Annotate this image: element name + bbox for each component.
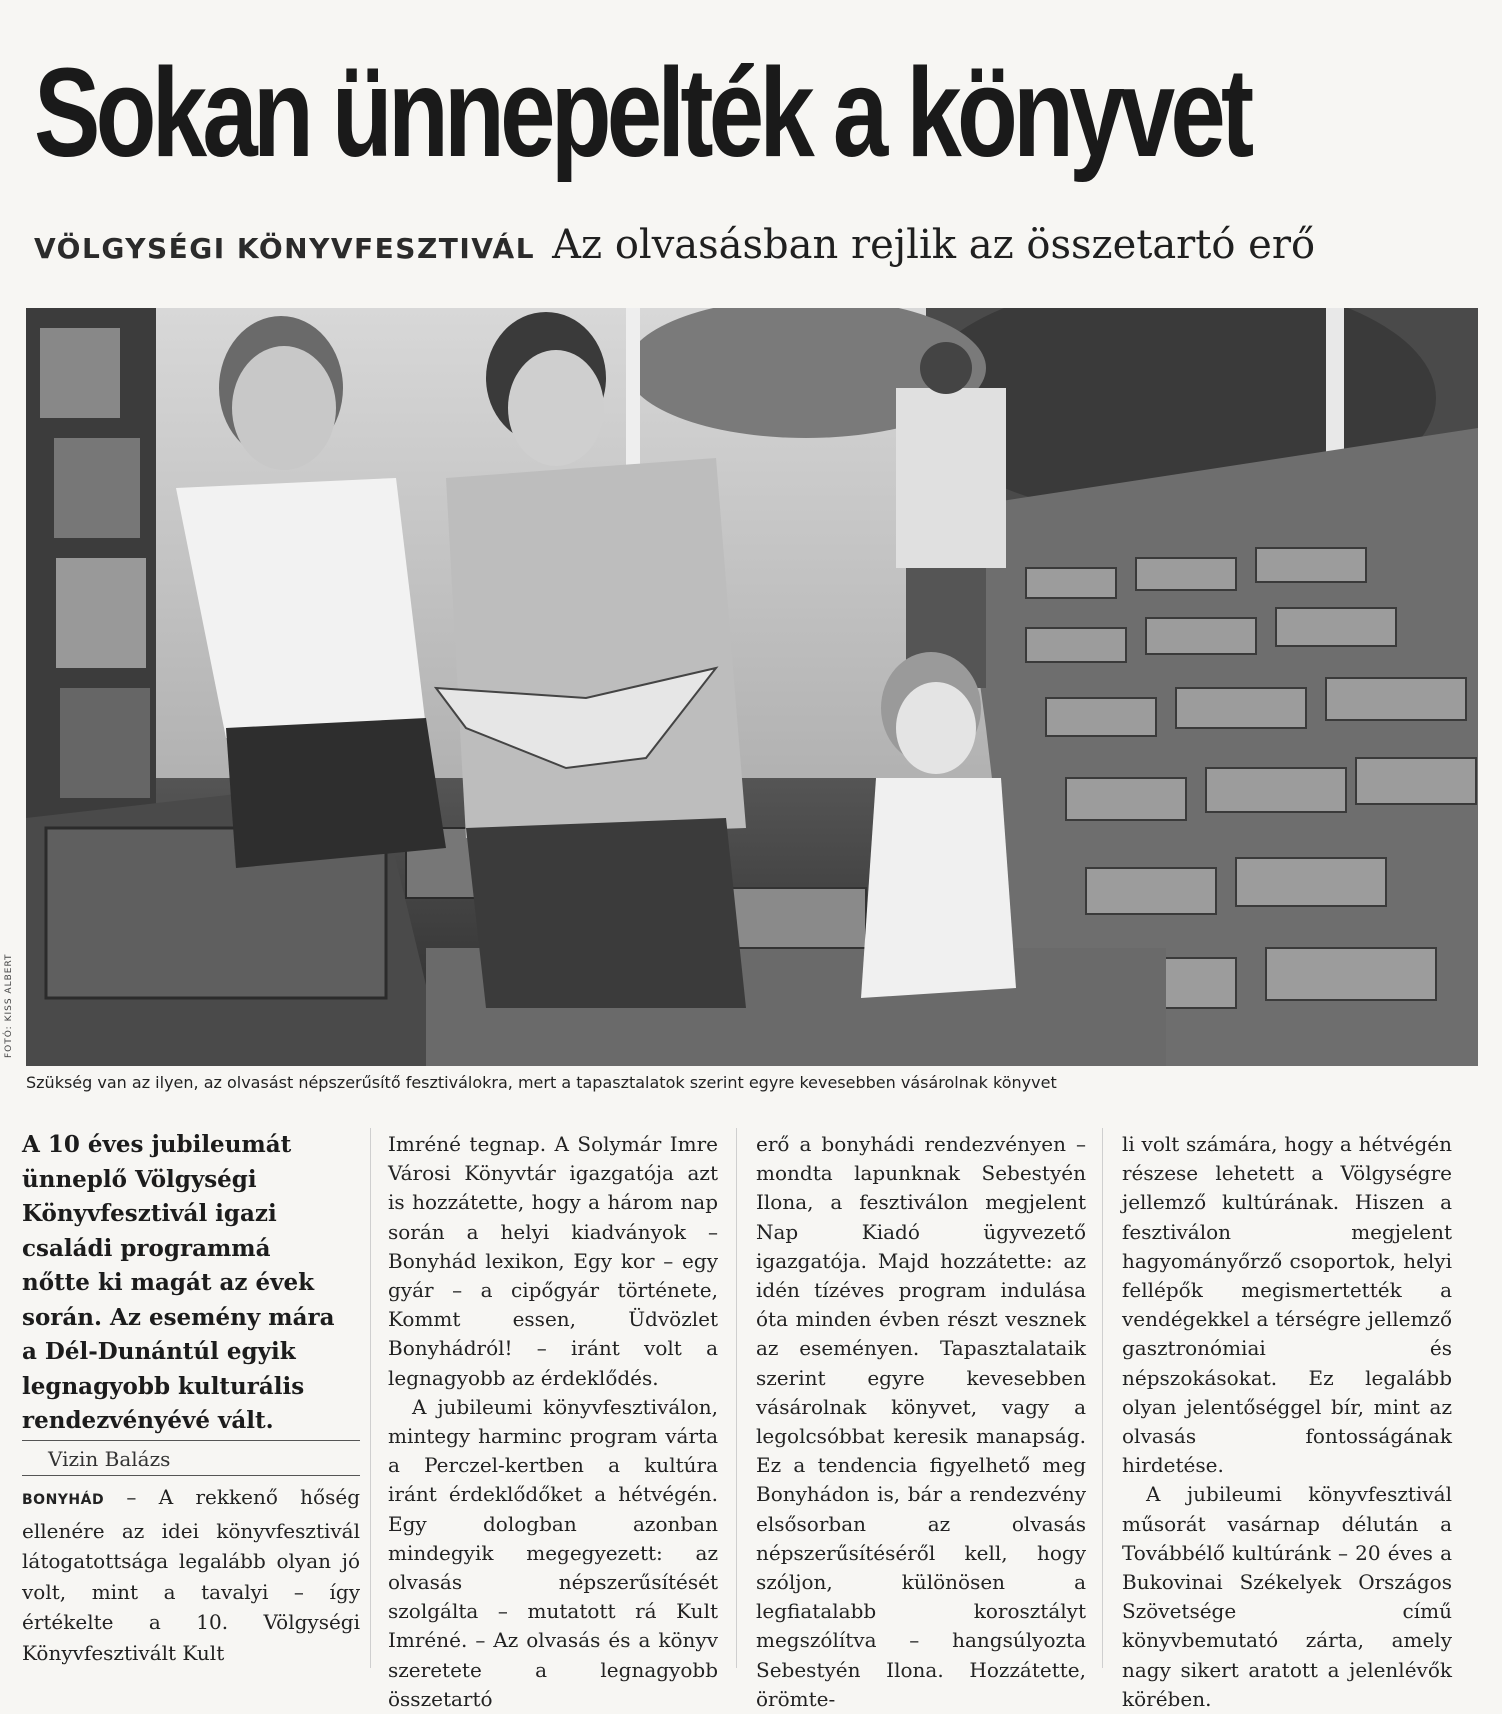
photo-credit: FOTÓ: KISS ALBERT bbox=[4, 953, 14, 1058]
column-1-body bbox=[22, 1482, 360, 1668]
column-2-paragraph-2: A jubileumi könyvfesztiválon, mintegy harminc program várta a Perczel-kertben a kultúra iránt érdeklődőket a hétvégén. Egy dologban azonban mindegyik megegyezett: az olvasás népszerűsítését szolgálta – mutatott rá Kult Imréné. – Az olvasás és a könyv szeretete a legnagyobb összetartó bbox=[388, 1394, 718, 1711]
column-separator bbox=[370, 1128, 371, 1668]
kicker: VÖLGYSÉGI KÖNYVFESZTIVÁL bbox=[34, 232, 536, 265]
column-1-text: – A rekkenő hőség ellenére az idei könyvfesztivál látogatottsága legalább olyan jó volt, mint a tavalyi – így értékelte a 10. Völgységi Könyvfesztivált Kult bbox=[22, 1485, 360, 1665]
column-2 bbox=[388, 1130, 718, 1714]
byline: Vizin Balázs bbox=[22, 1440, 360, 1476]
column-separator bbox=[736, 1128, 737, 1668]
news-photo bbox=[26, 308, 1478, 1066]
column-4-paragraph-1: li volt számára, hogy a hétvégén részese lehetett a Völgységre jellemző kultúrának. Hiszen a fesztiválon megjelent hagyományőrző csoportok, helyi fellépők megismertették a vendégekkel a térségre jellemző gasztronómiai és népszokásokat. Ez legalább olyan jelentőséggel bír, mint az olvasás fontosságának hirdetése. bbox=[1122, 1132, 1452, 1478]
photo-illustration bbox=[26, 308, 1478, 1066]
subheading bbox=[34, 222, 1315, 282]
column-separator bbox=[1102, 1128, 1103, 1668]
headline: Sokan ünnepelték a könyvet bbox=[34, 42, 1250, 183]
lead-paragraph: A 10 éves jubileumát ünneplő Völgységi Könyvfesztivál igazi családi programmá nőtte ki magát az évek során. Az esemény mára a Dél-Dunántúl egyik legnagyobb kulturális rendezvényévé vált. bbox=[22, 1131, 335, 1434]
photo-caption: Szükség van az ilyen, az olvasást népszerűsítő fesztiválokra, mert a tapasztalatok szerint egyre kevesebben vásárolnak könyvet bbox=[26, 1073, 1057, 1092]
dateline: BONYHÁD bbox=[22, 1492, 105, 1508]
column-4 bbox=[1122, 1130, 1452, 1714]
deck: Az olvasásban rejlik az összetartó erő bbox=[552, 222, 1316, 268]
column-3 bbox=[756, 1130, 1086, 1714]
column-4-paragraph-2: A jubileumi könyvfesztivál műsorát vasárnap délután a Továbbélő kultúránk – 20 éves a Bukovinai Székelyek Országos Szövetsége című könyvbemutató zárta, amely nagy sikert aratott a jelenlévők körében. bbox=[1122, 1482, 1452, 1711]
column-2-paragraph-1: Imréné tegnap. A Solymár Imre Városi Könyvtár igazgatója azt is hozzátette, hogy a három nap során a helyi kiadványok – Bonyhád lexikon, Egy kor – egy gyár – a cipőgyár története, Kommt essen, Üdvözlet Bonyhádról! – iránt volt a legnagyobb az érdeklődés. bbox=[388, 1132, 718, 1390]
column-3-paragraph-1: erő a bonyhádi rendezvényen – mondta lapunknak Sebestyén Ilona, a fesztiválon megjelent Nap Kiadó ügyvezető igazgatója. Majd hozzátette: az idén tízéves program indulása óta minden évben részt vesznek az eseményen. Tapasztalataik szerint egyre kevesebben vásárolnak könyvet, vagy a legolcsóbbat keresik manapság. Ez a tendencia figyelhető meg Bonyhádon is, bár a rendezvény elsősorban az olvasás népszerűsítéséről kell, hogy szóljon, különösen a legfiatalabb korosztályt megszólítva – hangsúlyozta Sebestyén Ilona. Hozzátette, örömte- bbox=[756, 1132, 1086, 1711]
